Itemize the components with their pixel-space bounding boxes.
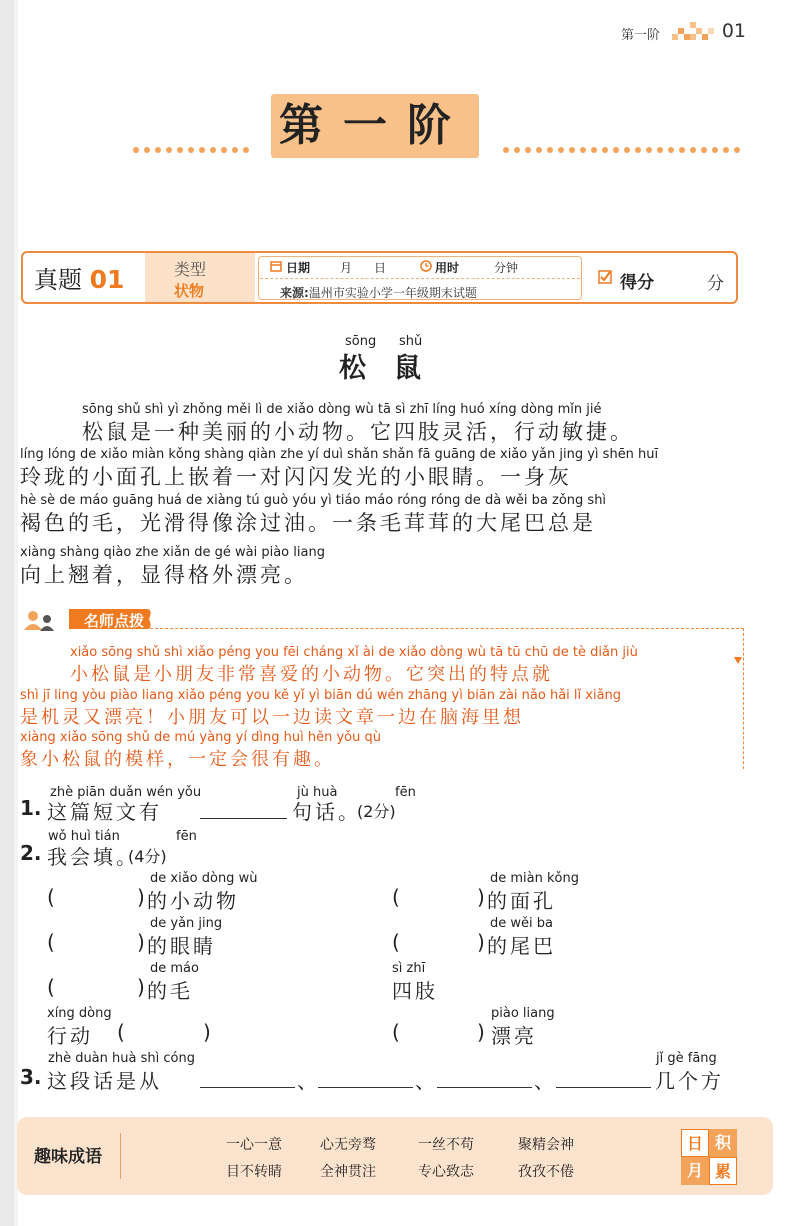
dot — [144, 147, 150, 153]
tip-text-line-3: 象小松鼠的模样，一定会很有趣。 — [20, 749, 335, 770]
arrow-down-icon — [733, 655, 743, 665]
dot — [503, 147, 509, 153]
q3-pinyin: zhè duàn huà shì cóng — [48, 1051, 195, 1066]
q2-item-7-text: 行动 — [47, 1024, 93, 1048]
q2-item-8-open[interactable]: ( — [392, 1020, 400, 1044]
article-text-line-3: 褐色的毛，光滑得像涂过油。一条毛茸茸的大尾巴总是 — [20, 511, 596, 535]
date-month: 月 — [340, 261, 353, 275]
date-day: 日 — [374, 261, 387, 275]
dot — [569, 147, 575, 153]
time-label: 用时 — [435, 261, 460, 275]
q3-blank-1[interactable] — [200, 1087, 295, 1088]
date-label: 日期 — [286, 261, 311, 275]
q1-score: (2分) — [357, 802, 396, 821]
dot — [210, 147, 216, 153]
score-label: 得分 — [620, 273, 654, 293]
q2-text: 我会填。 — [47, 845, 139, 869]
q3-sep-3: 、 — [534, 1069, 554, 1093]
dotted-rule-right — [503, 147, 743, 155]
q1-text-b: 句话。 — [292, 800, 361, 824]
badge-ji: 积 — [709, 1129, 737, 1157]
checker-pattern-icon — [666, 20, 718, 42]
dot — [199, 147, 205, 153]
q2-item-2-open[interactable]: ( — [392, 885, 400, 909]
idiom-5: 目不转睛 — [226, 1164, 282, 1180]
dot — [602, 147, 608, 153]
q2-item-8-close: ) — [477, 1020, 485, 1044]
article-pinyin-line-1: sōng shǔ shì yì zhǒng měi lì de xiǎo dòng wù tā sì zhī líng huó xíng dòng mǐn jié — [82, 402, 602, 417]
q2-item-1-pinyin: de xiǎo dòng wù — [150, 871, 258, 886]
q3-number: 3. — [20, 1065, 42, 1089]
q2-item-1-open[interactable]: ( — [47, 885, 55, 909]
q1-number: 1. — [20, 796, 42, 820]
stage-title: 第一阶 — [279, 100, 471, 151]
q2-item-5-pinyin: de máo — [150, 961, 199, 976]
q2-number: 2. — [20, 841, 42, 865]
idiom-6: 全神贯注 — [320, 1164, 376, 1180]
dot — [525, 147, 531, 153]
idiom-box — [17, 1117, 773, 1195]
tip-label: 名师点拨 — [84, 612, 145, 630]
q2-item-2-pinyin: de miàn kǒng — [490, 871, 579, 886]
tip-text-line-1: 小松鼠是小朋友非常喜爱的小动物。它突出的特点就 — [70, 664, 553, 685]
dot — [734, 147, 740, 153]
q3-blank-2[interactable] — [318, 1087, 413, 1088]
q3-blank-3[interactable] — [437, 1087, 532, 1088]
q2-score: (4分) — [128, 847, 167, 866]
dot — [668, 147, 674, 153]
dot — [646, 147, 652, 153]
type-label: 类型 — [174, 260, 207, 279]
source-label: 来源: — [280, 286, 309, 300]
time-unit: 分钟 — [494, 261, 519, 275]
checkbox-icon — [598, 270, 612, 284]
q2-item-6-pinyin: sì zhī — [392, 961, 426, 976]
calendar-icon — [270, 260, 282, 272]
q3-blank-4[interactable] — [556, 1087, 651, 1088]
idiom-3: 一丝不苟 — [418, 1137, 474, 1153]
q2-item-7-close: ) — [203, 1020, 211, 1044]
dot — [723, 147, 729, 153]
q2-item-5-open[interactable]: ( — [47, 975, 55, 999]
title-char-2: 鼠 — [394, 353, 421, 384]
dot — [221, 147, 227, 153]
q3-pinyin-end: jǐ gè fāng — [656, 1051, 717, 1066]
q2-item-5-close: ) — [137, 975, 145, 999]
q2-pinyin: wǒ huì tián — [48, 829, 120, 844]
dot — [558, 147, 564, 153]
dot — [657, 147, 663, 153]
header-stage-label: 第一阶 — [620, 28, 660, 43]
q2-item-2-text: 的面孔 — [487, 889, 556, 913]
dot — [712, 147, 718, 153]
dot — [679, 147, 685, 153]
q2-item-3-close: ) — [137, 930, 145, 954]
idiom-4: 聚精会神 — [518, 1137, 574, 1153]
q2-score-pinyin: fēn — [176, 829, 197, 844]
q2-item-7-pinyin: xíng dòng — [47, 1006, 112, 1021]
idiom-8: 孜孜不倦 — [518, 1164, 574, 1180]
article-pinyin-line-4: xiàng shàng qiào zhe xiǎn de gé wài piào liang — [20, 545, 325, 560]
dot — [188, 147, 194, 153]
q1-text-a: 这篇短文有 — [47, 800, 162, 824]
dot — [547, 147, 553, 153]
page-edge — [0, 0, 14, 1226]
q2-item-1-close: ) — [137, 885, 145, 909]
source-line — [280, 284, 477, 301]
dot — [690, 147, 696, 153]
idiom-2: 心无旁骛 — [320, 1137, 376, 1153]
q1-pinyin-a: zhè piān duǎn wén yǒu — [50, 785, 202, 800]
q2-item-4-close: ) — [477, 930, 485, 954]
article-text-line-4: 向上翘着，显得格外漂亮。 — [20, 563, 308, 587]
title-pinyin-1: sōng — [345, 334, 377, 349]
article-pinyin-line-2: líng lóng de xiǎo miàn kǒng shàng qiàn zhe yí duì shǎn shǎn fā guāng de xiǎo yǎn jing yì shēn huī — [20, 447, 659, 462]
dot — [166, 147, 172, 153]
card-title — [34, 260, 124, 295]
idiom-box-title: 趣味成语 — [34, 1147, 102, 1167]
q2-item-2-close: ) — [477, 885, 485, 909]
idiom-1: 一心一意 — [226, 1137, 282, 1153]
tip-pinyin-line-1: xiǎo sōng shǔ shì xiǎo péng you fēi cháng xǐ ài de xiǎo dòng wù tā tū chū de tè diǎn jiù — [70, 645, 638, 660]
q2-item-8-pinyin: piào liang — [491, 1006, 555, 1021]
q2-item-3-pinyin: de yǎn jing — [150, 916, 223, 931]
clock-icon — [420, 260, 432, 272]
q2-item-7-open[interactable]: ( — [117, 1020, 125, 1044]
article-text-line-1: 松鼠是一种美丽的小动物。它四肢灵活，行动敏捷。 — [82, 420, 634, 444]
card-title-number: 01 — [89, 265, 125, 294]
q2-item-3-text: 的眼睛 — [147, 934, 216, 958]
article-text-line-2: 玲珑的小面孔上嵌着一对闪闪发光的小眼睛。一身灰 — [20, 465, 572, 489]
tip-pinyin-line-3: xiàng xiǎo sōng shǔ de mú yàng yí dìng huì hěn yǒu qù — [20, 730, 381, 745]
q3-sep-1: 、 — [297, 1069, 317, 1093]
title-char-1: 松 — [339, 353, 366, 384]
q2-item-6-blank[interactable] — [442, 996, 537, 997]
q2-item-4-text: 的尾巴 — [487, 934, 556, 958]
article-pinyin-line-3: hè sè de máo guāng huá de xiàng tú guò yóu yì tiáo máo róng róng de dà wěi ba zǒng shì — [20, 493, 607, 508]
badge-lei: 累 — [709, 1157, 737, 1185]
dot — [591, 147, 597, 153]
page-number: 01 — [721, 20, 746, 42]
badge-ri: 日 — [681, 1129, 709, 1157]
q2-item-8-text: 漂亮 — [491, 1024, 537, 1048]
dot — [624, 147, 630, 153]
dot — [613, 147, 619, 153]
dot — [155, 147, 161, 153]
type-value: 状物 — [174, 282, 205, 300]
tip-pinyin-line-2: shì jī ling yòu piào liang xiǎo péng you kě yǐ yì biān dú wén zhāng yì biān zài nǎo hǎi lǐ xiǎng — [20, 688, 622, 703]
q2-item-4-pinyin: de wěi ba — [490, 916, 553, 931]
idiom-box-divider — [120, 1133, 121, 1179]
q3-text-end: 几个方 — [655, 1069, 724, 1093]
q1-answer-blank[interactable] — [200, 818, 287, 819]
q2-item-4-open[interactable]: ( — [392, 930, 400, 954]
dot — [580, 147, 586, 153]
score-unit: 分 — [707, 274, 724, 294]
card-title-prefix: 真题 — [34, 266, 82, 294]
dot — [177, 147, 183, 153]
dot — [635, 147, 641, 153]
q1-pinyin-c: fēn — [395, 785, 416, 800]
q2-item-3-open[interactable]: ( — [47, 930, 55, 954]
badge-yue: 月 — [681, 1157, 709, 1185]
card-info-divider — [260, 278, 580, 280]
q3-text: 这段话是从 — [47, 1069, 162, 1093]
q1-pinyin-b: jù huà — [297, 785, 338, 800]
dot — [232, 147, 238, 153]
title-pinyin-2: shǔ — [399, 334, 423, 349]
q2-item-6-text: 四肢 — [392, 979, 438, 1003]
dot — [243, 147, 249, 153]
q3-sep-2: 、 — [415, 1069, 435, 1093]
dot — [133, 147, 139, 153]
dotted-rule-left — [133, 147, 253, 155]
tip-text-line-2: 是机灵又漂亮！小朋友可以一边读文章一边在脑海里想 — [20, 707, 524, 728]
idiom-7: 专心致志 — [418, 1164, 474, 1180]
dot — [701, 147, 707, 153]
dot — [536, 147, 542, 153]
source-value: 温州市实验小学一年级期末试题 — [308, 286, 477, 300]
dot — [514, 147, 520, 153]
q2-item-5-text: 的毛 — [147, 979, 193, 1003]
q2-item-1-text: 的小动物 — [147, 889, 239, 913]
